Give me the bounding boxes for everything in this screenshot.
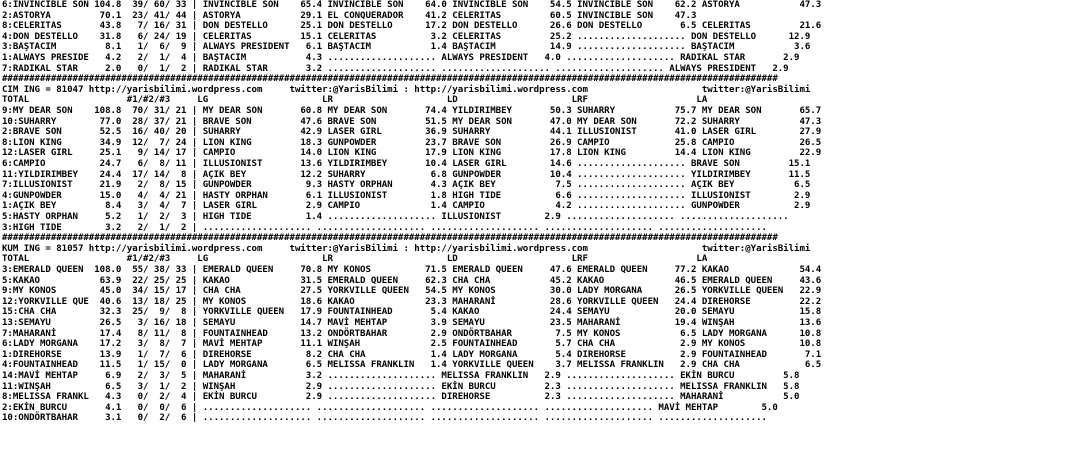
table-row: 8:CELERITAS 43.8 7/ 16/ 31 | DON DESTELLO 25.1 DON DESTELLO 17.2 DON DESTELLO 26.6 DON DESTELLO 6.5 CELERITAS 21.6: [2, 21, 822, 32]
table-row: 2:BRAVE SON 52.5 16/ 40/ 20 | SUHARRY 42.9 LASER GIRL 36.9 SUHARRY 44.1 ILLUSIONIST 41.0 LASER GIRL 27.9: [2, 127, 822, 138]
table-row: 1:DIREHORSE 13.9 1/ 7/ 6 | DIREHORSE 8.2 CHA CHA 1.4 LADY MORGANA 5.4 DIREHORSE 2.9 FOUNTAINHEAD 7.1: [2, 349, 822, 360]
table-row: 4:DON DESTELLO 31.8 6/ 24/ 19 | CELERITAS 15.1 CELERITAS 3.2 CELERITAS 25.2 .................... DON DESTELLO 12.9: [2, 31, 811, 42]
table-row: 7:ILLUSIONIST 21.9 2/ 8/ 15 | GUNPOWDER 9.3 HASTY ORPHAN 4.3 AÇIK BEY 7.5 .................... AÇIK BEY 6.5: [2, 180, 811, 191]
table-row: 2:EKİN BURCU 4.1 0/ 0/ 6 | .................... .................... .................... .................... MAVİ MEHTAP 5.0: [2, 402, 778, 413]
table-row: 5:HASTY ORPHAN 5.2 1/ 2/ 3 | HIGH TIDE 1.4 .................... ILLUSIONIST 2.9 .................... ....................: [2, 212, 789, 222]
race-header-line: KUM ING = 81057 http://yarisbilimi.wordpress.com twitter:@YarisBilimi : http://yarisbilimi.wordpress.com twitter:@YarisBilimi: [2, 243, 811, 254]
table-row: 10:ONDÖRTBAHAR 3.1 0/ 2/ 6 | .................... .................... .................... .................... ....................: [2, 413, 767, 424]
table-row: 12:LASER GIRL 25.1 9/ 14/ 17 | CAMPIO 14.0 LION KING 17.9 LION KING 17.8 LION KING 14.4 LION KING 22.9: [2, 148, 822, 159]
table-row: 4:GUNPOWDER 15.0 4/ 4/ 21 | HASTY ORPHAN 6.1 ILLUSIONIST 1.8 HIGH TIDE 6.6 .................... ILLUSIONIST 2.9: [2, 190, 811, 201]
table-row: 10:SUHARRY 77.0 28/ 37/ 21 | BRAVE SON 47.6 BRAVE SON 51.5 MY DEAR SON 47.0 MY DEAR SON 72.2 SUHARRY 47.3: [2, 116, 822, 127]
table-row: 2:ASTORYA 70.1 23/ 41/ 44 | ASTORYA 29.1 EL CONQUERADOR 41.2 CELERITAS 60.5 INVINCIBLE SON 47.3: [2, 10, 697, 21]
table-row: 9:MY KONOS 45.0 34/ 15/ 17 | CHA CHA 27.5 YORKVILLE QUEEN 54.5 MY KONOS 30.0 LADY MORGANA 26.5 YORKVILLE QUEEN 22.9: [2, 286, 822, 297]
column-header-line: TOTAL #1/#2/#3 LG LR LD LRF LA: [2, 254, 708, 265]
table-row: 4:FOUNTAINHEAD 11.5 1/ 15/ 0 | LADY MORGANA 6.5 MELISSA FRANKLIN 1.4 YORKVILLE QUEEN 3.7 MELISSA FRANKLIN 2.9 CHA CHA 6.5: [2, 360, 822, 371]
table-row: 14:MAVİ MEHTAP 6.9 2/ 3/ 5 | MAHARANİ 3.2 .................... MELISSA FRANKLIN 2.9 .................... EKİN BURCU 5.8: [2, 371, 800, 381]
table-row: 6:LADY MORGANA 17.2 3/ 8/ 7 | MAVİ MEHTAP 11.1 WINŞAH 2.5 FOUNTAINHEAD 5.7 CHA CHA 2.9 MY KONOS 10.8: [2, 339, 822, 350]
table-row: 15:CHA CHA 32.3 25/ 9/ 8 | YORKVILLE QUEEN 17.9 FOUNTAINHEAD 5.4 KAKAO 24.4 SEMAYU 20.0 SEMAYU 15.8: [2, 307, 822, 318]
table-row: 11:WINŞAH 6.5 3/ 1/ 2 | WINŞAH 2.9 .................... EKİN BURCU 2.3 .................... MELISSA FRANKLIN 5.8: [2, 381, 800, 392]
table-row: 6:INVINCIBLE SON 104.8 39/ 60/ 33 | INVINCIBLE SON 65.4 INVINCIBLE SON 64.0 INVINCIBLE SON 54.5 INVINCIBLE SON 62.2 ASTORYA 47.3: [2, 0, 822, 10]
table-row: 3:EMERALD QUEEN 108.0 55/ 38/ 33 | EMERALD QUEEN 70.8 MY KONOS 71.5 EMERALD QUEEN 47.6 EMERALD QUEEN 77.2 KAKAO 54.4: [2, 265, 822, 275]
table-row: 3:BAŞTACIM 8.1 1/ 6/ 9 | ALWAYS PRESIDENT 6.1 BAŞTACIM 1.4 BAŞTACIM 14.9 .................... BAŞTACIM 3.6: [2, 42, 811, 53]
table-row: 8:LION KING 34.9 12/ 7/ 24 | LION KING 18.3 GUNPOWDER 23.7 BRAVE SON 26.9 CAMPIO 25.8 CAMPIO 26.5: [2, 137, 822, 148]
table-row: 11:YILDIRIMBEY 24.4 17/ 14/ 8 | AÇIK BEY 12.2 SUHARRY 6.8 GUNPOWDER 10.4 .................... YILDIRIMBEY 11.5: [2, 169, 811, 180]
table-row: 1:AÇIK BEY 8.4 3/ 4/ 7 | LASER GIRL 2.9 CAMPIO 1.4 CAMPIO 4.2 .................... GUNPOWDER 2.9: [2, 201, 811, 212]
table-row: 1:ALWAYS PRESIDE 4.2 2/ 1/ 4 | BAŞTACIM 4.3 .................... ALWAYS PRESIDENT 4.0 .................... RADIKAL STAR 2.9: [2, 53, 800, 63]
table-row: 7:RADIKAL STAR 2.0 0/ 1/ 2 | RADIKAL STAR 3.2 .................... .................... .................... ALWAYS PRESIDENT 2.9: [2, 63, 789, 74]
separator-line: ###############################################################################################################################################: [2, 233, 778, 244]
table-row: 12:YORKVILLE QUE 40.6 13/ 18/ 25 | MY KONOS 18.6 KAKAO 23.3 MAHARANİ 28.6 YORKVILLE QUEEN 24.4 DIREHORSE 22.2: [2, 296, 822, 307]
table-row: 6:CAMPIO 24.7 6/ 8/ 11 | ILLUSIONIST 13.6 YILDIRIMBEY 10.4 LASER GIRL 14.6 .................... BRAVE SON 15.1: [2, 159, 811, 169]
table-row: 9:MY DEAR SON 108.8 70/ 31/ 21 | MY DEAR SON 60.8 MY DEAR SON 74.4 YILDIRIMBEY 50.3 SUHARRY 75.7 MY DEAR SON 65.7: [2, 106, 822, 116]
race-header-line: CIM ING = 81047 http://yarisbilimi.wordpress.com twitter:@YarisBilimi : http://yarisbilimi.wordpress.com twitter:@YarisBilimi: [2, 84, 811, 95]
column-header-line: TOTAL #1/#2/#3 LG LR LD LRF LA: [2, 95, 708, 106]
table-row: 5:KAKAO 63.9 22/ 25/ 25 | KAKAO 31.5 EMERALD QUEEN 62.3 CHA CHA 45.2 KAKAO 46.5 EMERALD QUEEN 43.6: [2, 275, 822, 286]
table-row: 13:SEMAYU 26.5 3/ 16/ 18 | SEMAYU 14.7 MAVİ MEHTAP 3.9 SEMAYU 23.5 MAHARANİ 19.4 WINŞAH 13.6: [2, 318, 822, 328]
table-row: 7:MAHARANİ 17.4 8/ 11/ 8 | FOUNTAINHEAD 13.2 ONDÖRTBAHAR 2.9 ONDÖRTBAHAR 7.5 MY KONOS 6.5 LADY MORGANA 10.8: [2, 328, 822, 339]
table-row: 8:MELISSA FRANKL 4.3 0/ 2/ 4 | EKİN BURCU 2.9 .................... DIREHORSE 2.3 .................... MAHARANİ 5.0: [2, 392, 800, 403]
table-row: 3:HIGH TIDE 3.2 2/ 1/ 2 | .................... .................... .................... .................... ....................: [2, 222, 767, 233]
separator-line: ###############################################################################################################################################: [2, 74, 778, 85]
